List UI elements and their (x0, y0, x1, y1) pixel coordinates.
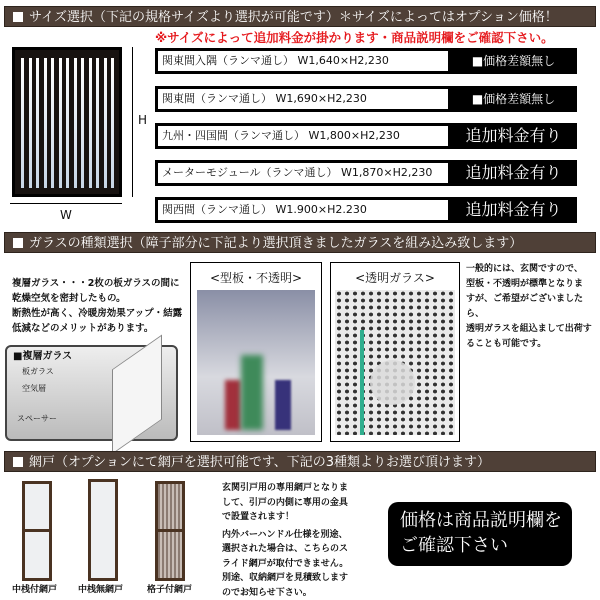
screen-type-label: 中桟無網戸 (78, 585, 124, 595)
price-box-line: ご確認下さい (400, 535, 508, 556)
size-option-price: 追加料金有り (465, 126, 562, 145)
width-arrow (10, 203, 122, 204)
size-option-name: メーターモジュール（ランマ通し） W1,870×H2,230 (158, 163, 448, 183)
size-option-name: 関東間（ランマ通し） W1,690×H2,230 (158, 89, 448, 109)
size-option-price: ■価格差額無し (471, 92, 556, 106)
price-box-line: 価格は商品説明欄を (400, 510, 562, 531)
bottle-shape (241, 355, 263, 430)
glass-pane-shape (112, 334, 162, 454)
frosted-glass-photo (197, 290, 315, 435)
size-section-header (4, 6, 596, 27)
option-caption: <型板・不透明> (209, 271, 303, 285)
desc-line: 低減などのメリットがあります。 (12, 323, 154, 334)
text-line: 選択された場合は、こちらのス (222, 544, 349, 554)
screen-type-label: 格子付網戸 (147, 585, 193, 595)
header-text: 網戸（オプションにて網戸を選択可能です、下記の3種類よりお選び頂けます） (29, 455, 491, 470)
clear-glass-photo (335, 290, 455, 435)
bottle-shape (225, 380, 241, 430)
text-line: ライド網戸が取付できません。 (222, 558, 349, 569)
square-icon (13, 12, 23, 22)
text-line: 内外バーハンドル仕様を別途、 (222, 529, 348, 540)
desc-line: 乾燥空気を密封したもの。 (12, 293, 126, 304)
double-glass-diagram (5, 345, 178, 441)
glass-ball-shape (370, 360, 415, 405)
door-slat (74, 58, 77, 188)
note-line: すが、ご希望がございましたら、 (466, 294, 584, 319)
size-option-price: ■価格差額無し (471, 54, 556, 68)
screen-type-label: 中桟付網戸 (12, 585, 58, 595)
size-option-row[interactable] (155, 197, 577, 223)
size-note: ※サイズによって追加料金が掛かります・商品説明欄をご確認下さい。 (155, 30, 554, 45)
price-info-box (388, 502, 572, 566)
diagram-title: ■複層ガラス (13, 351, 73, 362)
door-slat (21, 58, 24, 188)
door-slat (44, 58, 47, 188)
size-option-row[interactable] (155, 86, 577, 112)
screen-door-middle-bar[interactable] (22, 481, 52, 581)
height-arrow (132, 47, 133, 197)
screen-section-header (4, 451, 596, 472)
screen-door-lattice[interactable] (155, 481, 185, 581)
door-slat (96, 58, 99, 188)
option-caption: <透明ガラス> (355, 271, 435, 285)
door-slat (29, 58, 32, 188)
screen-description (222, 481, 348, 600)
door-slat (81, 58, 84, 188)
door-slat (59, 58, 62, 188)
text-line: で設置されます！ (222, 512, 295, 522)
door-slat (89, 58, 92, 188)
diagram-label: 空気層 (22, 384, 46, 393)
door-slat (51, 58, 54, 188)
size-option-row[interactable] (155, 123, 577, 149)
header-text: サイズ選択（下記の規格サイズより選択が可能です）＊サイズによってはオプション価格！ (29, 10, 558, 25)
note-line: ることも可能です。 (466, 339, 547, 349)
note-line: 透明ガラスを組込まして出荷す (466, 324, 592, 334)
h-label: H (138, 113, 148, 127)
glass-edge-shape (360, 330, 364, 435)
size-option-name: 関東間入隅（ランマ通し） W1,640×H2,230 (158, 51, 448, 71)
w-label: W (60, 208, 72, 222)
square-icon (13, 238, 23, 248)
text-line: 玄関引戸用の専用網戸となりま (222, 483, 349, 493)
size-option-price: 追加料金有り (465, 200, 562, 219)
desc-line: 断熱性が高く、冷暖房効果アップ・結露 (12, 308, 183, 319)
double-glass-description (12, 276, 182, 336)
desc-line: 複層ガラス・・・2枚の板ガラスの間に (12, 278, 180, 289)
square-icon (13, 457, 23, 467)
bottle-shape (275, 380, 291, 430)
glass-option-clear[interactable] (330, 262, 460, 442)
note-line: 一般的には、玄関ですので、 (466, 264, 583, 274)
size-option-price: 追加料金有り (465, 163, 562, 182)
door-illustration (12, 47, 122, 197)
door-slat (36, 58, 39, 188)
screen-door-no-bar[interactable] (88, 479, 118, 581)
header-text: ガラスの種類選択（障子部分に下記より選択頂きましたガラスを組み込み致します） (29, 236, 523, 251)
middle-bar (25, 529, 49, 532)
text-line: して、引戸の内側に専用の金具 (222, 497, 348, 508)
glass-option-frosted[interactable] (190, 262, 322, 442)
diagram-label: スペーサー (17, 414, 57, 423)
size-option-name: 九州・四国間（ランマ通し） W1,800×H2,230 (158, 126, 448, 146)
note-line: 型板・不透明が標準となりま (466, 279, 584, 289)
text-line: のでお知らせ下さい。 (222, 587, 312, 598)
diagram-label: 板ガラス (22, 367, 54, 376)
glass-section-header (4, 232, 596, 253)
door-slat (104, 58, 107, 188)
middle-bar (158, 529, 182, 532)
size-option-row[interactable] (155, 160, 577, 186)
text-line: 別途、収納網戸を見積致します (222, 573, 349, 583)
glass-note (466, 262, 600, 352)
size-option-name: 関西間（ランマ通し） W1.900×H2.230 (158, 200, 448, 220)
door-slat (111, 58, 114, 188)
door-slat (66, 58, 69, 188)
size-option-row[interactable] (155, 48, 577, 74)
